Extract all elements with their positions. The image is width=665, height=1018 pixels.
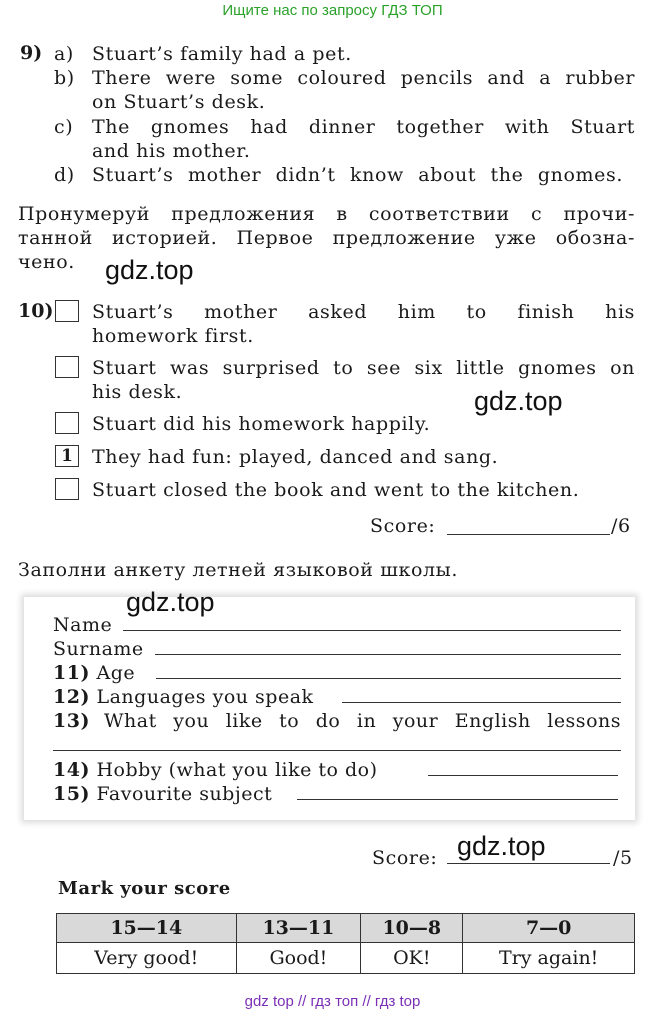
top-banner: Ищите нас по запросу ГДЗ ТОП <box>222 2 443 19</box>
q9-letter-d: d) <box>54 164 75 186</box>
order-box-5[interactable] <box>55 478 79 500</box>
form-q14-number: 14) <box>53 759 90 781</box>
form-lessons-line[interactable] <box>53 750 621 751</box>
form-age-label: Age <box>96 662 136 684</box>
score-line-1[interactable] <box>447 534 610 535</box>
form-q13-number: 13) <box>53 710 90 732</box>
q9-a-line1: Stuart’s family had a pet. <box>92 43 352 65</box>
mark-score-title: Mark your score <box>58 878 231 899</box>
score-label-good: Good! <box>236 943 361 974</box>
q9-b-line1: There were some coloured pencils and a rubber <box>92 67 635 89</box>
q10-item2-line2: his desk. <box>92 381 183 403</box>
order-box-4[interactable]: 1 <box>55 445 79 467</box>
instruction-line-3: чено. <box>18 251 75 273</box>
watermark-2: gdz.top <box>474 386 563 416</box>
q9-letter-b: b) <box>54 67 75 89</box>
form-q11-number: 11) <box>53 662 90 684</box>
q10-item2-line1: Stuart was surprised to see six little gnomes on <box>92 357 635 379</box>
form-name-line[interactable] <box>123 630 621 631</box>
watermark-1: gdz.top <box>105 255 194 285</box>
form-q12-number: 12) <box>53 686 90 708</box>
instruction-form: Заполни анкету летней языковой школы. <box>18 559 459 581</box>
order-box-3[interactable] <box>55 412 79 434</box>
score-line-2[interactable] <box>447 863 610 864</box>
question-10-number: 10) <box>18 300 54 322</box>
score-max-2: /5 <box>613 847 633 869</box>
score-table <box>56 913 635 974</box>
score-label-try-again: Try again! <box>463 943 635 974</box>
score-label-1: Score: <box>370 515 436 537</box>
order-box-2[interactable] <box>55 356 79 378</box>
form-hobby-line[interactable] <box>428 775 618 776</box>
score-range-4: 7—0 <box>463 914 635 943</box>
q9-d-line1: Stuart’s mother didn’t know about the gnomes. <box>92 164 623 186</box>
q9-letter-a: a) <box>54 43 74 65</box>
form-hobby-label: Hobby (what you like to do) <box>96 759 378 781</box>
q10-item3-line1: Stuart did his homework happily. <box>92 413 431 435</box>
form-name-label: Name <box>53 614 113 636</box>
score-range-2: 13—11 <box>236 914 361 943</box>
footer-links[interactable]: gdz top // гдз топ // гдз top <box>244 993 421 1010</box>
q9-letter-c: c) <box>54 116 74 138</box>
form-q15-number: 15) <box>53 783 90 805</box>
score-range-3: 10—8 <box>361 914 463 943</box>
form-lessons-label: What you like to do in your English lessons <box>104 710 621 732</box>
form-age-line[interactable] <box>156 678 621 679</box>
form-surname-label: Surname <box>53 638 144 660</box>
q10-item1-line1: Stuart’s mother asked him to finish his <box>92 301 635 323</box>
watermark-4: gdz.top <box>457 831 546 861</box>
score-label-ok: OK! <box>361 943 463 974</box>
q9-b-line2: on Stuart’s desk. <box>92 91 266 113</box>
question-9-number: 9) <box>20 42 43 64</box>
score-label-2: Score: <box>372 847 438 869</box>
instruction-line-2: танной историей. Первое предложение уже обозна- <box>18 227 635 249</box>
instruction-line-1: Пронумеруй предложения в соответствии с прочи- <box>18 203 635 225</box>
form-surname-line[interactable] <box>155 654 621 655</box>
q9-c-line1: The gnomes had dinner together with Stuart <box>92 116 635 138</box>
q10-item5-line1: Stuart closed the book and went to the kitchen. <box>92 479 580 501</box>
form-subject-line[interactable] <box>297 799 618 800</box>
q9-c-line2: and his mother. <box>92 140 251 162</box>
form-languages-line[interactable] <box>342 702 621 703</box>
score-range-1: 15—14 <box>57 914 237 943</box>
form-languages-label: Languages you speak <box>96 686 314 708</box>
watermark-3: gdz.top <box>126 587 215 617</box>
q10-item1-line2: homework first. <box>92 325 254 347</box>
order-box-1[interactable] <box>55 300 79 322</box>
score-max-1: /6 <box>611 515 631 537</box>
form-subject-label: Favourite subject <box>96 783 273 805</box>
q10-item4-line1: They had fun: played, danced and sang. <box>92 446 499 468</box>
score-label-very-good: Very good! <box>57 943 237 974</box>
